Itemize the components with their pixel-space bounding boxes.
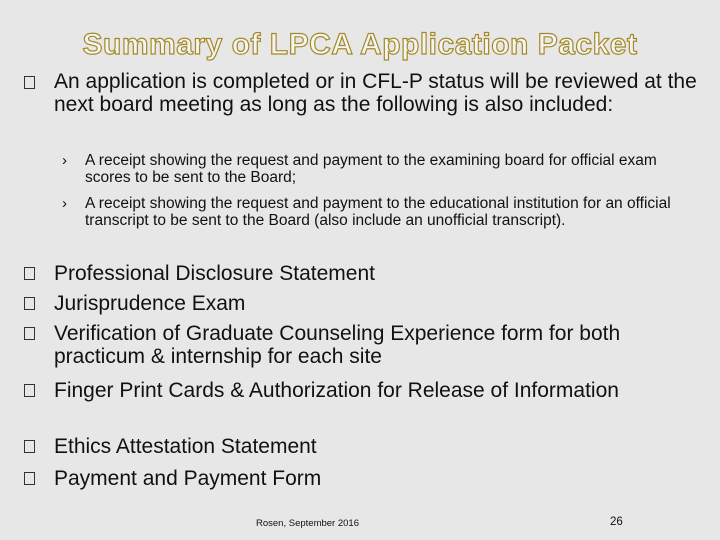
slide-title: Summary of LPCA Application Packet <box>82 28 638 61</box>
list-item: Ethics Attestation Statement <box>54 435 317 458</box>
empty-square-bullet-icon <box>24 440 35 458</box>
list-item: Payment and Payment Form <box>54 467 322 490</box>
page-number: 26 <box>610 516 623 528</box>
empty-square-bullet-icon <box>24 384 35 402</box>
empty-square-bullet-icon <box>24 327 35 345</box>
list-item: Jurisprudence Exam <box>54 292 246 315</box>
chevron-right-icon: › <box>62 195 67 212</box>
sub-item <box>62 152 702 186</box>
empty-square-bullet-icon <box>24 472 35 490</box>
sub-item-text: A receipt showing the request and payment to the examining board for official exam scores to be sent to the Board; <box>85 152 657 186</box>
sub-item <box>62 195 702 229</box>
chevron-right-icon: › <box>62 152 67 169</box>
empty-square-bullet-icon <box>24 76 35 94</box>
intro-text: An application is completed or in CFL-P status will be reviewed at the next board meeting as long as the following is also included: <box>54 70 697 116</box>
list-item: Verification of Graduate Counseling Experience form for both practicum & internship for each site <box>54 322 621 368</box>
empty-square-bullet-icon <box>24 297 35 315</box>
footer-text: Rosen, September 2016 <box>256 518 359 529</box>
list-item: Professional Disclosure Statement <box>54 262 375 285</box>
empty-square-bullet-icon <box>24 267 35 285</box>
sub-item-text: A receipt showing the request and payment to the educational institution for an official transcript to be sent to the Board (also include an unofficial transcript). <box>85 195 671 229</box>
list-item: Finger Print Cards & Authorization for Release of Information <box>54 379 619 402</box>
